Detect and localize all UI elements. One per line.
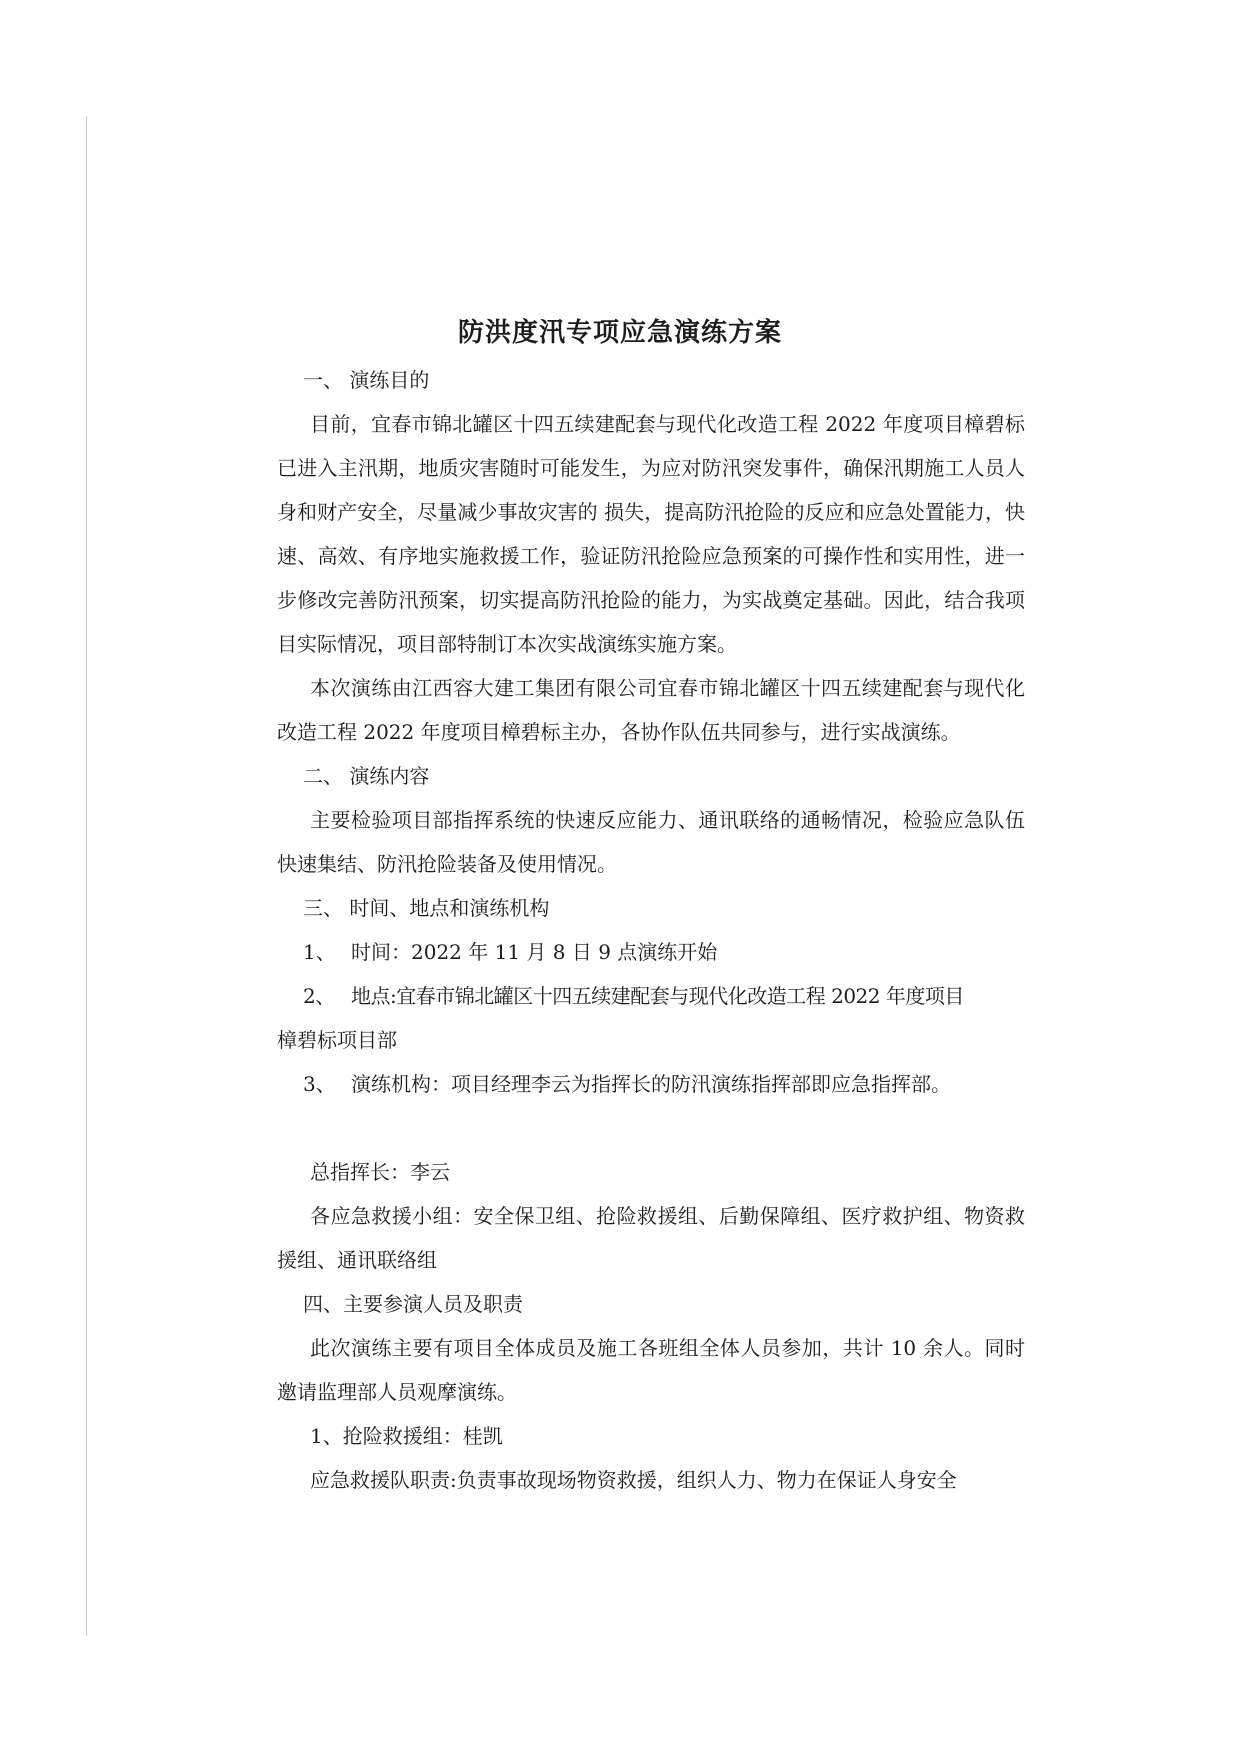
document-title: 防洪度汛专项应急演练方案: [457, 318, 782, 348]
section-4-paragraph-2: 应急救援队职责:负责事故现场物资救援，组织人力、物力在保证人身安全: [310, 1468, 957, 1492]
item-2-text: 地点:宜春市锦北罐区十四五续建配套与现代化改造工程 2022 年度项目: [351, 984, 964, 1008]
section-1-paragraph-2: 本次演练由江西容大建工集团有限公司宜春市锦北罐区十四五续建配套与现代化改造工程 2022 年度项目樟碧标主办，各协作队伍共同参与，进行实战演练。: [277, 676, 1025, 744]
section-4-heading: 四、主要参演人员及职责: [303, 1292, 523, 1316]
item-1-text: 时间：2022 年 11 月 8 日 9 点演练开始: [351, 940, 718, 964]
section-4-paragraph-1: 此次演练主要有项目全体成员及施工各班组全体人员参加，共计 10 余人。同时邀请监理部人员观摩演练。: [277, 1336, 1025, 1404]
document-body: [277, 358, 1025, 1502]
section-2-heading: 二、 演练内容: [303, 764, 430, 788]
rescue-groups-line: 各应急救援小组：安全保卫组、抢险救援组、后勤保障组、医疗救护组、物资救援组、通讯联络组: [277, 1204, 1025, 1272]
section-2-paragraph-1: 主要检验项目部指挥系统的快速反应能力、通讯联络的通畅情况，检验应急队伍快速集结、防汛抢险装备及使用情况。: [277, 808, 1025, 876]
blank-line: [277, 1106, 1025, 1150]
section-3-item-2: [277, 974, 1025, 1018]
section-1-paragraph-1: 目前，宜春市锦北罐区十四五续建配套与现代化改造工程 2022 年度项目樟碧标已进入主汛期，地质灾害随时可能发生，为应对防汛突发事件，确保汛期施工人员人身和财产安全，尽量减少事故灾害的 损失，提高防汛抢险的反应和应急处置能力，快速、高效、有序地实施救援工作，验证防汛抢险应急预案的可操作性和实用性，进一步修改完善防汛预案，切实提高防汛抢险的能力，为实战奠定基础。因此，结合我项目实际情况，项目部特制订本次实战演练实施方案。: [277, 412, 1025, 656]
item-2-label: 2、: [303, 984, 335, 1008]
item-3-text: 演练机构：项目经理李云为指挥长的防汛演练指挥部即应急指挥部。: [351, 1072, 951, 1096]
section-4-item-1: 1、抢险救援组：桂凯: [310, 1424, 503, 1448]
item-3-label: 3、: [303, 1072, 336, 1096]
section-1-heading: 一、 演练目的: [303, 368, 430, 392]
section-3-item-1: [277, 930, 1025, 974]
item-1-label: 1、: [303, 940, 336, 964]
section-3-item-3: [277, 1062, 1025, 1106]
section-3-item-2-continued: 樟碧标项目部: [277, 1028, 397, 1052]
commander-line: 总指挥长：李云: [310, 1160, 450, 1184]
section-3-heading: 三、 时间、地点和演练机构: [303, 896, 550, 920]
